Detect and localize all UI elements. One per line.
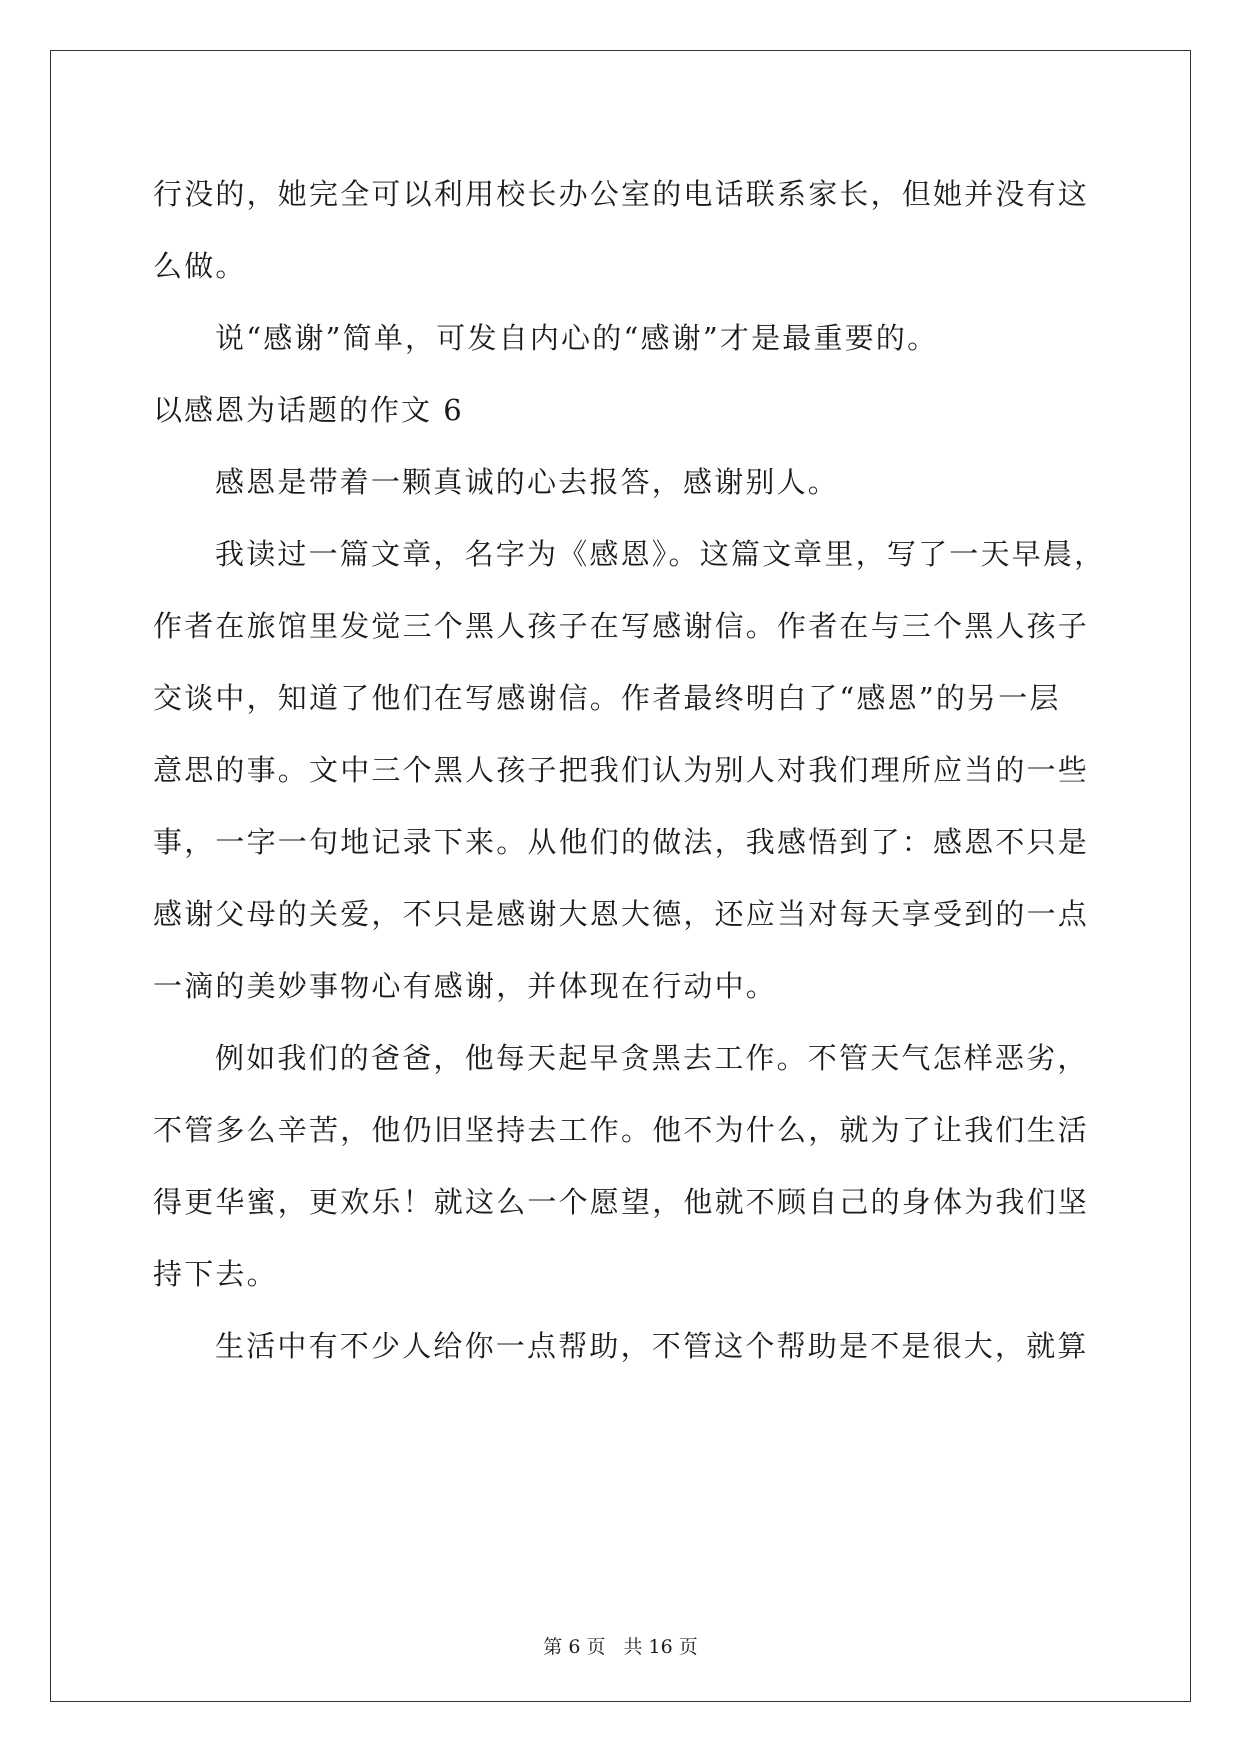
text-line-14: 不管多么辛苦，他仍旧坚持去工作。他不为什么，就为了让我们生活 bbox=[153, 1113, 1090, 1147]
text-line-7: 作者在旅馆里发觉三个黑人孩子在写感谢信。作者在与三个黑人孩子 bbox=[153, 609, 1090, 643]
text-line-12: 一滴的美妙事物心有感谢，并体现在行动中。 bbox=[153, 969, 778, 1003]
page-number: 第 6 页 bbox=[543, 1636, 606, 1658]
page-footer bbox=[0, 1632, 1241, 1659]
text-line-1: 行没的，她完全可以利用校长办公室的电话联系家长，但她并没有这 bbox=[153, 177, 1090, 211]
text-line-3: 说“感谢”简单，可发自内心的“感谢”才是最重要的。 bbox=[215, 321, 939, 355]
text-line-11: 感谢父母的关爱，不只是感谢大恩大德，还应当对每天享受到的一点 bbox=[153, 897, 1090, 931]
document-body bbox=[153, 158, 1106, 1382]
text-line-13: 例如我们的爸爸，他每天起早贪黑去工作。不管天气怎样恶劣， bbox=[215, 1041, 1089, 1075]
text-line-6: 我读过一篇文章，名字为《感恩》。这篇文章里，写了一天早晨， bbox=[215, 537, 1106, 571]
page-total: 共 16 页 bbox=[623, 1636, 698, 1658]
text-line-15: 得更华蜜，更欢乐！就这么一个愿望，他就不顾自己的身体为我们坚 bbox=[153, 1185, 1090, 1219]
text-line-10: 事，一字一句地记录下来。从他们的做法，我感悟到了：感恩不只是 bbox=[153, 825, 1090, 859]
text-line-5: 感恩是带着一颗真诚的心去报答，感谢别人。 bbox=[215, 465, 840, 499]
text-line-8: 交谈中，知道了他们在写感谢信。作者最终明白了“感恩”的另一层 bbox=[153, 681, 1061, 715]
text-line-17: 生活中有不少人给你一点帮助，不管这个帮助是不是很大，就算 bbox=[215, 1329, 1089, 1363]
text-line-9: 意思的事。文中三个黑人孩子把我们认为别人对我们理所应当的一些 bbox=[153, 753, 1090, 787]
text-line-16: 持下去。 bbox=[153, 1257, 278, 1291]
text-line-2: 么做。 bbox=[153, 249, 247, 283]
essay-heading: 以感恩为话题的作文 6 bbox=[153, 393, 464, 427]
